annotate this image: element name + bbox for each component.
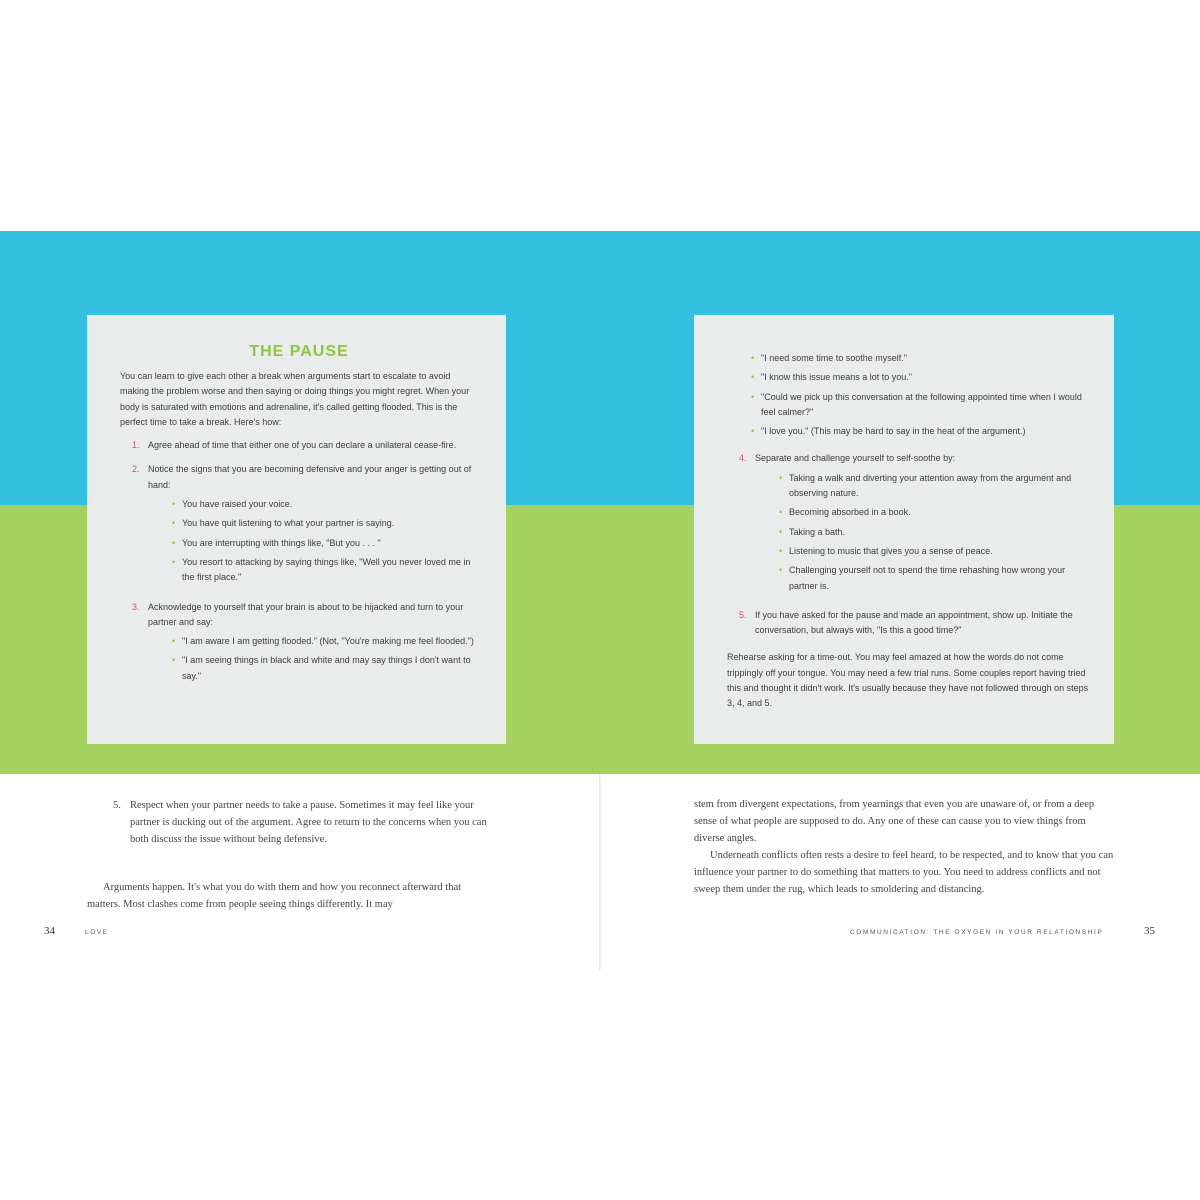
bullet-text: "I am seeing things in black and white and may say things I don't want to say." [182, 655, 471, 681]
step-number: 1. [132, 440, 140, 451]
step-item [120, 438, 478, 453]
list-item [751, 424, 1090, 439]
bullet-dot-icon: • [779, 526, 783, 537]
list-item [172, 653, 478, 684]
step-5-paragraph [113, 797, 490, 848]
page-gutter [599, 774, 601, 970]
bullet-dot-icon: • [779, 545, 783, 556]
sub-bullet-list [755, 471, 1090, 594]
running-head: COMMUNICATION: THE OXYGEN IN YOUR RELATIONSHIP [850, 929, 1104, 936]
step-text: Separate and challenge yourself to self-soothe by: [755, 453, 956, 464]
page-number: 34 [44, 925, 55, 937]
bullet-text: "Could we pick up this conversation at the following appointed time when I would feel calmer?" [761, 391, 1082, 417]
list-item [751, 370, 1090, 385]
list-item [172, 634, 478, 649]
step-text: Respect when your partner needs to take a pause. Sometimes it may feel like your partner is ducking out of the argument. Agree to return to the concerns when you can both discuss the issue without being defensive. [130, 800, 487, 845]
step-item [727, 451, 1090, 593]
step-text: Notice the signs that you are becoming defensive and your anger is getting out of hand: [148, 464, 472, 490]
step-number: 5. [739, 609, 747, 620]
bullet-dot-icon: • [779, 565, 783, 576]
list-item [172, 497, 478, 512]
step-number: 5. [113, 800, 121, 811]
bullet-dot-icon: • [751, 353, 755, 363]
step-text: If you have asked for the pause and made an appointment, show up. Initiate the conversation, but always with, "Is this a good time?" [755, 609, 1073, 636]
bullet-dot-icon: • [172, 655, 176, 666]
bullet-text: Listening to music that gives you a sense of peace. [789, 545, 993, 556]
bullet-dot-icon: • [172, 499, 176, 510]
list-item [779, 544, 1090, 559]
pause-steps-list [120, 438, 478, 684]
pause-sidebar-box-continued [694, 315, 1114, 744]
bullet-text: "I am aware I am getting flooded." (Not, "You're making me feel flooded.") [182, 636, 474, 647]
list-item [751, 390, 1090, 421]
bullet-text: "I love you." (This may be hard to say in the heat of the argument.) [761, 426, 1026, 437]
list-item [779, 505, 1090, 520]
bullet-text: You are interrupting with things like, "But you . . . " [182, 537, 381, 548]
bullet-dot-icon: • [172, 518, 176, 529]
bullet-text: You resort to attacking by saying things like, "Well you never loved me in the first place." [182, 556, 471, 583]
bullet-dot-icon: • [779, 472, 783, 483]
bullet-dot-icon: • [751, 426, 755, 437]
step-text: Acknowledge to yourself that your brain is about to be hijacked and turn to your partner and say: [148, 601, 464, 627]
bullet-dot-icon: • [779, 507, 783, 518]
bullet-text: "I need some time to soothe myself." [761, 353, 907, 363]
running-head: LOVE [85, 929, 109, 936]
step-item [120, 600, 478, 684]
bullet-dot-icon: • [751, 372, 755, 383]
pause-steps-list [727, 451, 1090, 638]
list-item [751, 351, 1090, 366]
step-item [727, 608, 1090, 639]
list-item [172, 536, 478, 551]
bullet-dot-icon: • [172, 636, 176, 647]
list-item [172, 555, 478, 586]
step-number: 2. [132, 464, 140, 475]
sub-bullet-list [148, 497, 478, 585]
bullet-text: Challenging yourself not to spend the time rehashing how wrong your partner is. [789, 565, 1066, 591]
box-closing-paragraph: Rehearse asking for a time-out. You may feel amazed at how the words do not come trippingly off your tongue. You may need a few trial runs. Some couples report having tried this and thought it didn't work. It's usually because they have not followed through on steps 3, 4, and 5. [727, 652, 1089, 709]
bullet-text: Taking a bath. [789, 526, 846, 537]
sub-bullet-list [727, 351, 1090, 439]
bullet-text: "I know this issue means a lot to you." [761, 372, 912, 383]
book-spread [0, 231, 1200, 970]
bullet-text: Becoming absorbed in a book. [789, 507, 911, 518]
step-number: 3. [132, 601, 140, 612]
box-title: THE PAUSE [249, 343, 349, 360]
bullet-text: Taking a walk and diverting your attention away from the argument and observing nature. [789, 472, 1072, 499]
bullet-text: You have raised your voice. [182, 499, 293, 510]
body-paragraph: Arguments happen. It's what you do with them and how you reconnect afterward that matters. Most clashes come from people seeing things differently. It may [87, 882, 462, 910]
list-item [779, 525, 1090, 540]
box-intro: You can learn to give each other a break when arguments start to escalate to avoid making the problem worse and then saying or doing things you might regret. When your body is saturated with emotions and adrenaline, it's called getting flooded. This is the perfect time to take a break. Here's how: [120, 371, 470, 427]
step-item [120, 462, 478, 585]
list-item [779, 471, 1090, 502]
bullet-text: You have quit listening to what your partner is saying. [182, 518, 395, 529]
body-paragraph: stem from divergent expectations, from yearnings that even you are unaware of, or from a deep sense of what people are supposed to do. Any one of these can cause you to view things from diverse angles. [694, 799, 1095, 844]
page-number: 35 [1144, 925, 1155, 937]
bullet-dot-icon: • [172, 556, 176, 567]
pause-sidebar-box [87, 315, 506, 744]
step-text: Agree ahead of time that either one of you can declare a unilateral cease-fire. [148, 440, 457, 451]
sub-bullet-list [148, 634, 478, 684]
bullet-dot-icon: • [751, 391, 755, 402]
list-item [779, 563, 1090, 594]
bullet-dot-icon: • [172, 537, 176, 548]
step-number: 4. [739, 453, 747, 464]
list-item [172, 516, 478, 531]
body-paragraph: Underneath conflicts often rests a desire to feel heard, to be respected, and to know that you can influence your partner to do something that matters to you. You need to address conflicts and not sweep them under the rug, which leads to smoldering and distancing. [694, 850, 1114, 895]
